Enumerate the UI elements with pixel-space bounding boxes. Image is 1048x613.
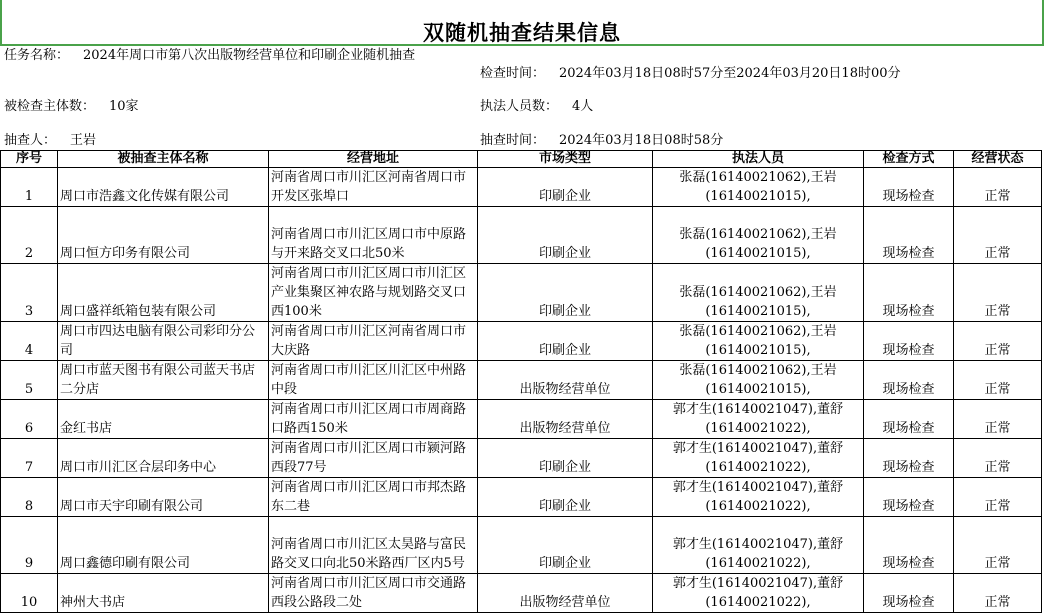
pick-time	[480, 133, 723, 149]
table-row	[1, 517, 1042, 574]
staff-count	[480, 99, 593, 115]
row-staff: 张磊(16140021062),王岩(16140021015),	[653, 168, 864, 207]
row-staff: 郭才生(16140021047),董舒(16140021022),	[653, 574, 864, 613]
row-no: 6	[1, 400, 58, 439]
check-time	[480, 66, 901, 82]
row-name: 周口盛祥纸箱包装有限公司	[58, 264, 269, 322]
row-address: 河南省周口市川汇区周口市中原路与开来路交叉口北50米	[269, 207, 478, 264]
check-time-value: 2024年03月18日08时57分至2024年03月20日18时00分	[559, 66, 901, 81]
header-method: 检查方式	[864, 151, 954, 168]
row-address: 河南省周口市川汇区周口市周商路口路西150米	[269, 400, 478, 439]
row-address: 河南省周口市川汇区川汇区中州路中段	[269, 361, 478, 400]
row-name: 周口市天宇印刷有限公司	[58, 478, 269, 517]
row-type: 印刷企业	[478, 439, 653, 478]
row-staff: 郭才生(16140021047),董舒(16140021022),	[653, 439, 864, 478]
row-address: 河南省周口市川汇区河南省周口市大庆路	[269, 322, 478, 361]
row-type: 印刷企业	[478, 478, 653, 517]
row-method: 现场检查	[864, 207, 954, 264]
pick-time-label: 抽查时间：	[480, 133, 546, 148]
header-name: 被抽查主体名称	[58, 151, 269, 168]
inspector-value: 王岩	[70, 133, 97, 148]
row-type: 出版物经营单位	[478, 361, 653, 400]
row-name: 周口鑫德印刷有限公司	[58, 517, 269, 574]
row-method: 现场检查	[864, 168, 954, 207]
row-status: 正常	[954, 517, 1042, 574]
row-type: 出版物经营单位	[478, 400, 653, 439]
table-row	[1, 322, 1042, 361]
table-row	[1, 207, 1042, 264]
row-type: 印刷企业	[478, 517, 653, 574]
table-row	[1, 264, 1042, 322]
row-name: 周口恒方印务有限公司	[58, 207, 269, 264]
page-title: 双随机抽查结果信息	[423, 21, 621, 45]
row-method: 现场检查	[864, 439, 954, 478]
row-address: 河南省周口市川汇区周口市邦杰路东二巷	[269, 478, 478, 517]
row-name: 金红书店	[58, 400, 269, 439]
row-no: 7	[1, 439, 58, 478]
row-address: 河南省周口市川汇区太昊路与富民路交叉口向北50米路西厂区内5号	[269, 517, 478, 574]
row-status: 正常	[954, 322, 1042, 361]
row-method: 现场检查	[864, 517, 954, 574]
task-name	[4, 47, 474, 64]
row-status: 正常	[954, 207, 1042, 264]
row-name: 周口市蓝天图书有限公司蓝天书店二分店	[58, 361, 269, 400]
row-staff: 郭才生(16140021047),董舒(16140021022),	[653, 400, 864, 439]
row-method: 现场检查	[864, 400, 954, 439]
table-row	[1, 478, 1042, 517]
row-no: 8	[1, 478, 58, 517]
table-row	[1, 361, 1042, 400]
task-name-value: 2024年周口市第八次出版物经营单位和印刷企业随机抽查	[83, 48, 416, 63]
staff-count-label: 执法人员数：	[480, 99, 559, 114]
row-name: 周口市四达电脑有限公司彩印分公司	[58, 322, 269, 361]
subject-count-label: 被检查主体数：	[4, 99, 96, 114]
subject-count	[4, 99, 139, 115]
row-address: 河南省周口市川汇区周口市交通路西段公路段二处	[269, 574, 478, 613]
inspector-label: 抽查人：	[4, 133, 57, 148]
row-method: 现场检查	[864, 264, 954, 322]
row-status: 正常	[954, 264, 1042, 322]
table-row	[1, 439, 1042, 478]
row-type: 印刷企业	[478, 207, 653, 264]
row-staff: 张磊(16140021062),王岩(16140021015),	[653, 361, 864, 400]
title-bar	[0, 0, 1044, 46]
header-no: 序号	[1, 151, 58, 168]
row-no: 1	[1, 168, 58, 207]
task-name-label: 任务名称：	[4, 48, 70, 63]
row-method: 现场检查	[864, 322, 954, 361]
row-no: 5	[1, 361, 58, 400]
row-method: 现场检查	[864, 574, 954, 613]
header-staff: 执法人员	[653, 151, 864, 168]
header-status: 经营状态	[954, 151, 1042, 168]
header-type: 市场类型	[478, 151, 653, 168]
row-staff: 郭才生(16140021047),董舒(16140021022),	[653, 478, 864, 517]
row-type: 出版物经营单位	[478, 574, 653, 613]
row-name: 周口市川汇区合层印务中心	[58, 439, 269, 478]
table-header-row	[1, 151, 1042, 168]
row-staff: 郭才生(16140021047),董舒(16140021022),	[653, 517, 864, 574]
row-status: 正常	[954, 400, 1042, 439]
row-staff: 张磊(16140021062),王岩(16140021015),	[653, 264, 864, 322]
row-staff: 张磊(16140021062),王岩(16140021015),	[653, 322, 864, 361]
header-address: 经营地址	[269, 151, 478, 168]
row-no: 9	[1, 517, 58, 574]
row-status: 正常	[954, 439, 1042, 478]
row-name: 神州大书店	[58, 574, 269, 613]
row-method: 现场检查	[864, 361, 954, 400]
row-status: 正常	[954, 361, 1042, 400]
row-type: 印刷企业	[478, 168, 653, 207]
row-type: 印刷企业	[478, 264, 653, 322]
row-status: 正常	[954, 168, 1042, 207]
row-no: 2	[1, 207, 58, 264]
row-address: 河南省周口市川汇区周口市川汇区产业集聚区神农路与规划路交叉口西100米	[269, 264, 478, 322]
row-method: 现场检查	[864, 478, 954, 517]
table-row	[1, 574, 1042, 613]
row-type: 印刷企业	[478, 322, 653, 361]
row-status: 正常	[954, 478, 1042, 517]
check-time-label: 检查时间：	[480, 66, 546, 81]
table-row	[1, 168, 1042, 207]
row-no: 3	[1, 264, 58, 322]
results-table	[0, 150, 1042, 613]
pick-time-value: 2024年03月18日08时58分	[559, 133, 724, 148]
row-address: 河南省周口市川汇区周口市颍河路西段77号	[269, 439, 478, 478]
row-no: 4	[1, 322, 58, 361]
row-address: 河南省周口市川汇区河南省周口市开发区张埠口	[269, 168, 478, 207]
subject-count-value: 10家	[109, 99, 139, 114]
inspector	[4, 133, 96, 149]
row-status: 正常	[954, 574, 1042, 613]
row-staff: 张磊(16140021062),王岩(16140021015),	[653, 207, 864, 264]
row-name: 周口市浩鑫文化传媒有限公司	[58, 168, 269, 207]
staff-count-value: 4人	[572, 99, 594, 114]
table-row	[1, 400, 1042, 439]
row-no: 10	[1, 574, 58, 613]
